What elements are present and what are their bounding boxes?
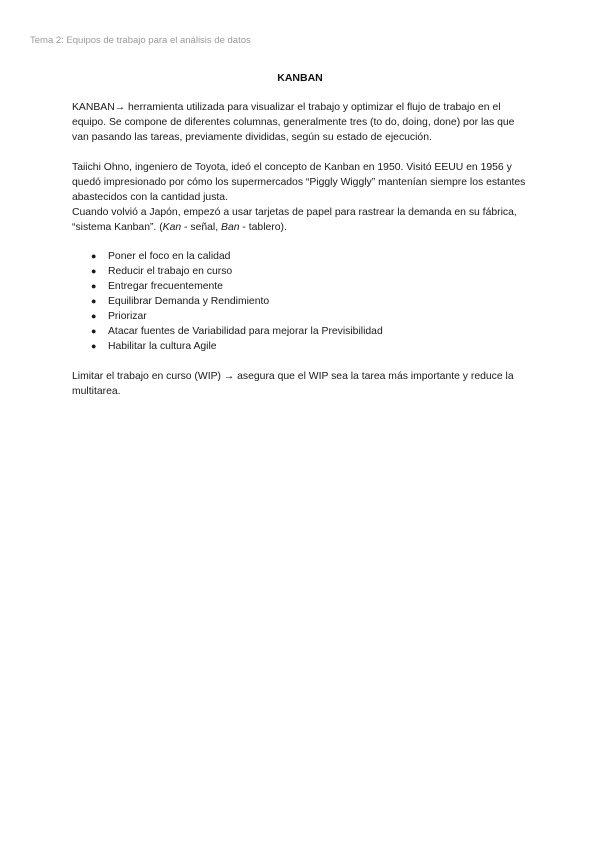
kan-term: Kan — [162, 222, 182, 233]
bullet-icon: ● — [91, 296, 97, 306]
principles-list — [72, 249, 528, 354]
list-item — [72, 309, 528, 324]
bullet-icon: ● — [91, 281, 97, 291]
list-item — [72, 264, 528, 279]
document-title: KANBAN — [277, 72, 323, 84]
document-body — [72, 100, 528, 399]
bullet-icon: ● — [91, 251, 97, 261]
list-item — [72, 339, 528, 354]
history-paragraph: Taiichi Ohno, ingeniero de Toyota, ideó el concepto de Kanban en 1950. Visitó EEUU en 1956 y quedó impresionado por cómo los supermercados “Piggly Wiggly” mantenían siempre los estantes abastecidos con la cantidad justa. — [72, 162, 526, 203]
list-item — [72, 249, 528, 264]
wip-paragraph: Limitar el trabajo en curso (WIP) → asegura que el WIP sea la tarea más importante y reduce la multitarea. — [72, 371, 514, 397]
page-header: Tema 2: Equipos de trabajo para el análisis de datos — [30, 35, 251, 46]
japan-text: Cuando volvió a Japón, empezó a usar tarjetas de papel para rastrear la demanda en su fábrica, “sistema Kanban”. ( — [72, 207, 517, 233]
kan-meaning: - señal, — [181, 222, 222, 233]
bullet-icon: ● — [91, 266, 97, 276]
list-item-text: Atacar fuentes de Variabilidad para mejorar la Previsibilidad — [108, 326, 383, 337]
list-item — [72, 294, 528, 309]
list-item-text: Equilibrar Demanda y Rendimiento — [108, 296, 270, 307]
list-item-text: Reducir el trabajo en curso — [108, 266, 233, 277]
bullet-icon: ● — [91, 326, 97, 336]
list-item-text: Entregar frecuentemente — [108, 281, 223, 292]
ban-meaning: - tablero). — [239, 222, 287, 233]
ban-term: Ban — [221, 222, 240, 233]
bullet-icon: ● — [91, 311, 97, 321]
japan-paragraph — [72, 205, 528, 235]
list-item-text: Priorizar — [108, 311, 147, 322]
list-item — [72, 324, 528, 339]
intro-paragraph: KANBAN→ herramienta utilizada para visualizar el trabajo y optimizar el flujo de trabajo en el equipo. Se compone de diferentes columnas, generalmente tres (to do, doing, done) por las que van pasando las tareas, previamente divididas, según su estado de ejecución. — [72, 102, 515, 143]
list-item-text: Poner el foco en la calidad — [108, 251, 231, 262]
list-item-text: Habilitar la cultura Agile — [108, 341, 217, 352]
list-item — [72, 279, 528, 294]
bullet-icon: ● — [91, 341, 97, 351]
